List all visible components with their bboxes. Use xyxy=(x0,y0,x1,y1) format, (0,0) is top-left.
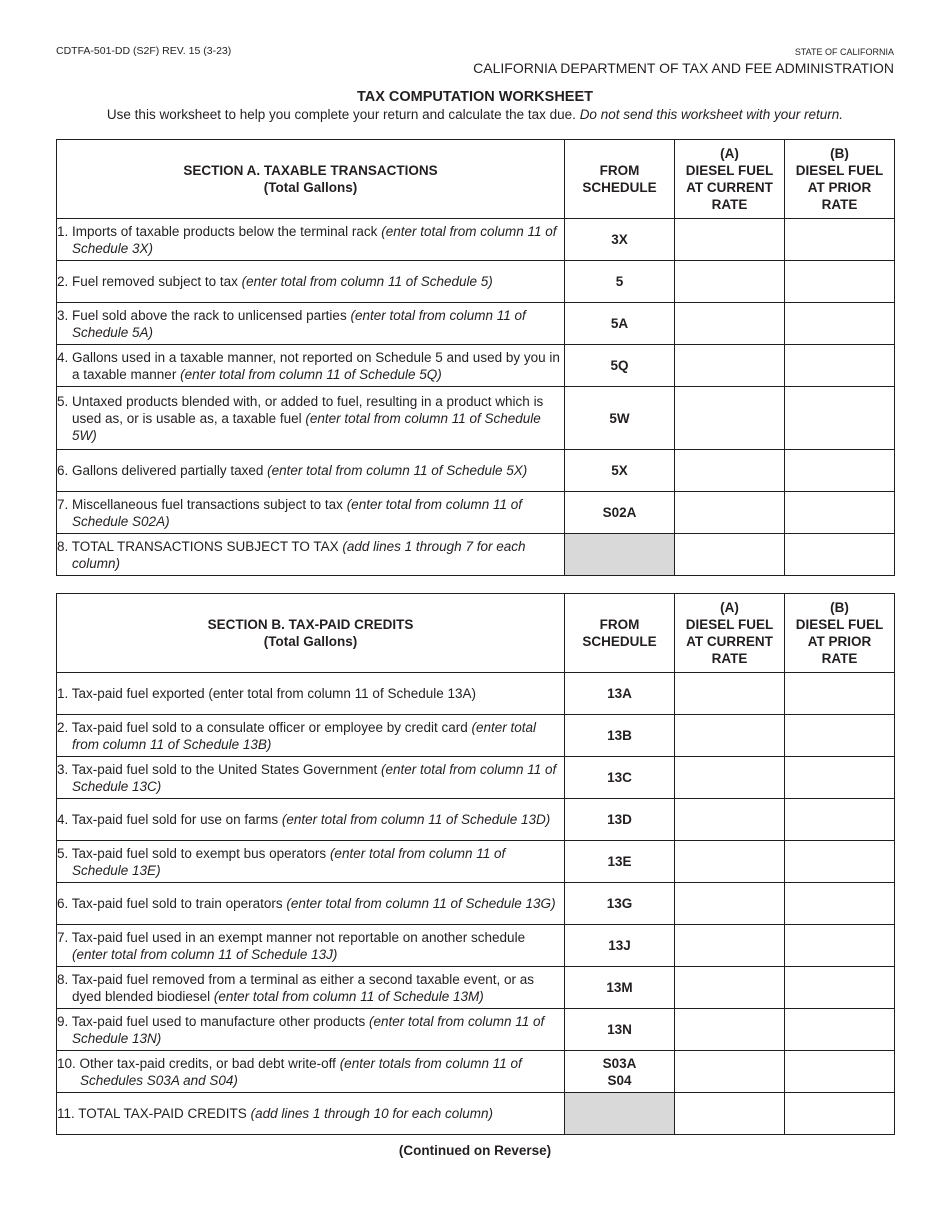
section-a-title: SECTION A. TAXABLE TRANSACTIONS xyxy=(183,163,438,178)
table-row xyxy=(57,799,895,841)
line-text: Other tax-paid credits, or bad debt write-off xyxy=(79,1055,336,1071)
line-note: (enter total from column 11 of Schedule 13G) xyxy=(286,896,556,911)
schedule-ref: 13N xyxy=(565,1009,675,1051)
column-b-header xyxy=(785,594,895,673)
line-number: 2. xyxy=(57,274,69,289)
table-row xyxy=(57,1051,895,1093)
line-number: 3. xyxy=(57,761,69,777)
column-b-entry[interactable] xyxy=(785,450,895,492)
table-row xyxy=(57,492,895,534)
line-description xyxy=(57,261,565,303)
line-description xyxy=(57,841,565,883)
section-a-subtitle: (Total Gallons) xyxy=(263,180,358,195)
line-number: 1. xyxy=(57,686,69,701)
line-note: (enter total from column 11 of Schedule S02A) xyxy=(72,496,523,529)
column-a-total[interactable] xyxy=(675,1093,785,1135)
line-text: Tax-paid fuel used in an exempt manner not reportable on another schedule xyxy=(71,929,526,945)
column-a-entry[interactable] xyxy=(675,492,785,534)
column-b-entry[interactable] xyxy=(785,799,895,841)
line-note: (enter total from column 11 of Schedule 3X) xyxy=(72,223,557,256)
column-a-entry[interactable] xyxy=(675,757,785,799)
column-a-entry[interactable] xyxy=(675,219,785,261)
line-note: (enter total from column 11 of Schedule 13D) xyxy=(281,812,551,827)
table-row xyxy=(57,967,895,1009)
line-note: (enter total from column 11 of Schedule 5) xyxy=(241,274,493,289)
column-b-header xyxy=(785,140,895,219)
line-text: Tax-paid fuel sold to the United States Government xyxy=(71,761,378,777)
table-row xyxy=(57,841,895,883)
schedule-ref: 3X xyxy=(565,219,675,261)
schedule-ref: 5A xyxy=(565,303,675,345)
column-a-header xyxy=(675,140,785,219)
column-b-entry[interactable] xyxy=(785,303,895,345)
line-number: 2. xyxy=(57,719,69,735)
line-description xyxy=(57,799,565,841)
schedule-ref: S02A xyxy=(565,492,675,534)
column-a-entry[interactable] xyxy=(675,345,785,387)
header-text: AT CURRENT xyxy=(686,180,773,195)
form-id: CDTFA-501-DD (S2F) REV. 15 (3-23) xyxy=(56,45,232,57)
line-number: 3. xyxy=(57,307,69,323)
line-note: (enter total from column 11 of Schedule 13E) xyxy=(72,845,506,878)
line-note: (enter total from column 11 of Schedule 5W) xyxy=(72,410,541,443)
header-text: SCHEDULE xyxy=(582,180,657,195)
header-text: (A) xyxy=(720,146,739,161)
line-text: Gallons used in a taxable manner, not reported on Schedule 5 and used by you in a taxable manner xyxy=(72,349,560,382)
schedule-ref-line: S04 xyxy=(607,1072,632,1088)
header-text: AT CURRENT xyxy=(686,634,773,649)
column-b-entry[interactable] xyxy=(785,883,895,925)
header-text: FROM xyxy=(599,163,640,178)
line-description xyxy=(57,715,565,757)
schedule-ref: 13C xyxy=(565,757,675,799)
table-row xyxy=(57,345,895,387)
schedule-ref: 13B xyxy=(565,715,675,757)
table-row xyxy=(57,261,895,303)
column-a-entry[interactable] xyxy=(675,1009,785,1051)
column-b-entry[interactable] xyxy=(785,757,895,799)
column-b-entry[interactable] xyxy=(785,673,895,715)
line-note: (add lines 1 through 10 for each column) xyxy=(250,1106,493,1121)
header-text: DIESEL FUEL xyxy=(685,617,774,632)
line-description xyxy=(57,450,565,492)
shaded-cell xyxy=(565,1093,675,1135)
line-text: Imports of taxable products below the terminal rack xyxy=(72,223,378,239)
section-b-title: SECTION B. TAX-PAID CREDITS xyxy=(207,617,414,632)
schedule-ref: 5Q xyxy=(565,345,675,387)
table-row xyxy=(57,883,895,925)
schedule-ref: 13J xyxy=(565,925,675,967)
column-b-entry[interactable] xyxy=(785,841,895,883)
line-text: Tax-paid fuel used to manufacture other products xyxy=(71,1013,366,1029)
line-number: 5. xyxy=(57,845,69,861)
line-description xyxy=(57,757,565,799)
schedule-ref: 13G xyxy=(565,883,675,925)
line-number: 7. xyxy=(57,929,69,945)
line-text: Miscellaneous fuel transactions subject to tax xyxy=(72,496,343,512)
line-number: 8. xyxy=(57,971,69,987)
line-note: (enter totals from column 11 of Schedules S03A and S04) xyxy=(80,1055,522,1088)
schedule-column-header xyxy=(565,140,675,219)
column-a-entry[interactable] xyxy=(675,261,785,303)
line-text: Tax-paid fuel sold to exempt bus operators xyxy=(71,845,327,861)
column-a-entry[interactable] xyxy=(675,715,785,757)
section-a-header xyxy=(57,140,895,219)
section-a-table xyxy=(56,139,895,576)
column-a-entry[interactable] xyxy=(675,883,785,925)
line-note: (enter total from column 11 of Schedule 13M) xyxy=(213,988,484,1004)
line-note: (enter total from column 11 of Schedule 13J) xyxy=(72,946,338,962)
column-a-entry[interactable] xyxy=(675,925,785,967)
column-a-entry[interactable] xyxy=(675,1051,785,1093)
column-b-entry[interactable] xyxy=(785,387,895,450)
line-text: Fuel removed subject to tax xyxy=(72,274,238,289)
line-description xyxy=(57,1093,565,1135)
table-row xyxy=(57,450,895,492)
column-b-entry[interactable] xyxy=(785,345,895,387)
column-b-total[interactable] xyxy=(785,1093,895,1135)
shaded-cell xyxy=(565,534,675,576)
header-text: AT PRIOR xyxy=(807,634,872,649)
table-row xyxy=(57,757,895,799)
line-description xyxy=(57,883,565,925)
table-row xyxy=(57,715,895,757)
column-b-entry[interactable] xyxy=(785,925,895,967)
line-note: (enter total from column 11 of Schedule 5X) xyxy=(267,463,528,478)
schedule-ref xyxy=(565,1051,675,1093)
table-row xyxy=(57,387,895,450)
line-number: 6. xyxy=(57,896,69,911)
line-note: (enter total from column 11 of Schedule 13C) xyxy=(72,761,557,794)
line-text: Untaxed products blended with, or added to fuel, resulting in a product which is used as, or is usable as, a taxable fuel xyxy=(72,393,544,426)
schedule-ref: 5W xyxy=(565,387,675,450)
total-row xyxy=(57,1093,895,1135)
subtitle-note: Do not send this worksheet with your return. xyxy=(579,107,844,122)
line-number: 8. xyxy=(57,538,69,554)
schedule-ref: 13D xyxy=(565,799,675,841)
line-note: (enter total from column 11 of Schedule 5Q) xyxy=(180,366,442,382)
line-note: (add lines 1 through 7 for each column) xyxy=(72,538,526,571)
column-a-entry[interactable] xyxy=(675,841,785,883)
header-text: SCHEDULE xyxy=(582,634,657,649)
column-a-entry[interactable] xyxy=(675,967,785,1009)
table-row xyxy=(57,673,895,715)
column-a-total[interactable] xyxy=(675,534,785,576)
line-note: (enter total from column 11 of Schedule 13N) xyxy=(72,1013,545,1046)
page-title: TAX COMPUTATION WORKSHEET xyxy=(356,89,593,105)
column-a-header xyxy=(675,594,785,673)
column-b-total[interactable] xyxy=(785,534,895,576)
column-b-entry[interactable] xyxy=(785,219,895,261)
line-description xyxy=(57,673,565,715)
section-b-subtitle: (Total Gallons) xyxy=(263,634,358,649)
schedule-column-header xyxy=(565,594,675,673)
schedule-ref: 13E xyxy=(565,841,675,883)
column-b-entry[interactable] xyxy=(785,261,895,303)
line-number: 4. xyxy=(57,812,69,827)
header-text: (A) xyxy=(720,600,739,615)
table-row xyxy=(57,925,895,967)
line-description xyxy=(57,219,565,261)
header-text: RATE xyxy=(711,651,748,666)
line-number: 10. xyxy=(57,1055,76,1071)
line-number: 1. xyxy=(57,223,69,239)
subtitle-text: Use this worksheet to help you complete your return and calculate the tax due. xyxy=(106,107,580,122)
line-text: Tax-paid fuel exported (enter total from column 11 of Schedule 13A) xyxy=(71,686,477,701)
column-b-entry[interactable] xyxy=(785,1009,895,1051)
column-a-entry[interactable] xyxy=(675,673,785,715)
schedule-ref: 13M xyxy=(565,967,675,1009)
line-description xyxy=(57,303,565,345)
line-number: 7. xyxy=(57,496,69,512)
table-row xyxy=(57,219,895,261)
header-text: FROM xyxy=(599,617,640,632)
header-text: RATE xyxy=(711,197,748,212)
schedule-ref-line: S03A xyxy=(602,1055,637,1071)
header-text: RATE xyxy=(821,651,858,666)
section-b-table xyxy=(56,593,895,1135)
column-a-entry[interactable] xyxy=(675,450,785,492)
column-b-entry[interactable] xyxy=(785,492,895,534)
line-text: Tax-paid fuel sold to a consulate officer or employee by credit card xyxy=(71,719,468,735)
schedule-ref: 5X xyxy=(565,450,675,492)
line-description xyxy=(57,967,565,1009)
line-number: 9. xyxy=(57,1013,69,1029)
column-a-entry[interactable] xyxy=(675,303,785,345)
header-text: (B) xyxy=(830,146,849,161)
line-note: (enter total from column 11 of Schedule 13B) xyxy=(72,719,537,752)
column-a-entry[interactable] xyxy=(675,799,785,841)
line-text: Tax-paid fuel removed from a terminal as either a second taxable event, or as dyed blended biodiesel xyxy=(71,971,535,1004)
header-text: (B) xyxy=(830,600,849,615)
line-number: 11. xyxy=(57,1106,75,1121)
state-label: STATE OF CALIFORNIA xyxy=(794,47,894,57)
line-text: Gallons delivered partially taxed xyxy=(72,463,264,478)
line-note: (enter total from column 11 of Schedule 5A) xyxy=(72,307,526,340)
total-row xyxy=(57,534,895,576)
column-b-entry[interactable] xyxy=(785,1051,895,1093)
line-text: TOTAL TAX-PAID CREDITS xyxy=(78,1106,247,1121)
line-number: 5. xyxy=(57,393,69,409)
line-number: 6. xyxy=(57,463,69,478)
table-row xyxy=(57,303,895,345)
line-description xyxy=(57,925,565,967)
header-text: DIESEL FUEL xyxy=(795,617,884,632)
line-description xyxy=(57,1051,565,1093)
line-description xyxy=(57,1009,565,1051)
header-text: DIESEL FUEL xyxy=(795,163,884,178)
line-description xyxy=(57,387,565,450)
section-b-title-cell xyxy=(57,594,565,673)
continued-note: (Continued on Reverse) xyxy=(398,1143,552,1158)
column-a-entry[interactable] xyxy=(675,387,785,450)
header-text: DIESEL FUEL xyxy=(685,163,774,178)
page-subtitle xyxy=(0,107,950,122)
line-description xyxy=(57,492,565,534)
section-b-header xyxy=(57,594,895,673)
line-text: Tax-paid fuel sold to train operators xyxy=(71,896,283,911)
line-text: Tax-paid fuel sold for use on farms xyxy=(71,812,279,827)
line-text: TOTAL TRANSACTIONS SUBJECT TO TAX xyxy=(71,538,339,554)
line-description xyxy=(57,345,565,387)
header-text: AT PRIOR xyxy=(807,180,872,195)
header-text: RATE xyxy=(821,197,858,212)
column-b-entry[interactable] xyxy=(785,715,895,757)
department-name: CALIFORNIA DEPARTMENT OF TAX AND FEE ADMINISTRATION xyxy=(473,60,894,76)
schedule-ref: 5 xyxy=(565,261,675,303)
column-b-entry[interactable] xyxy=(785,967,895,1009)
line-number: 4. xyxy=(57,349,69,365)
line-text: Fuel sold above the rack to unlicensed parties xyxy=(72,307,347,323)
table-row xyxy=(57,1009,895,1051)
section-a-title-cell xyxy=(57,140,565,219)
schedule-ref: 13A xyxy=(565,673,675,715)
line-description xyxy=(57,534,565,576)
